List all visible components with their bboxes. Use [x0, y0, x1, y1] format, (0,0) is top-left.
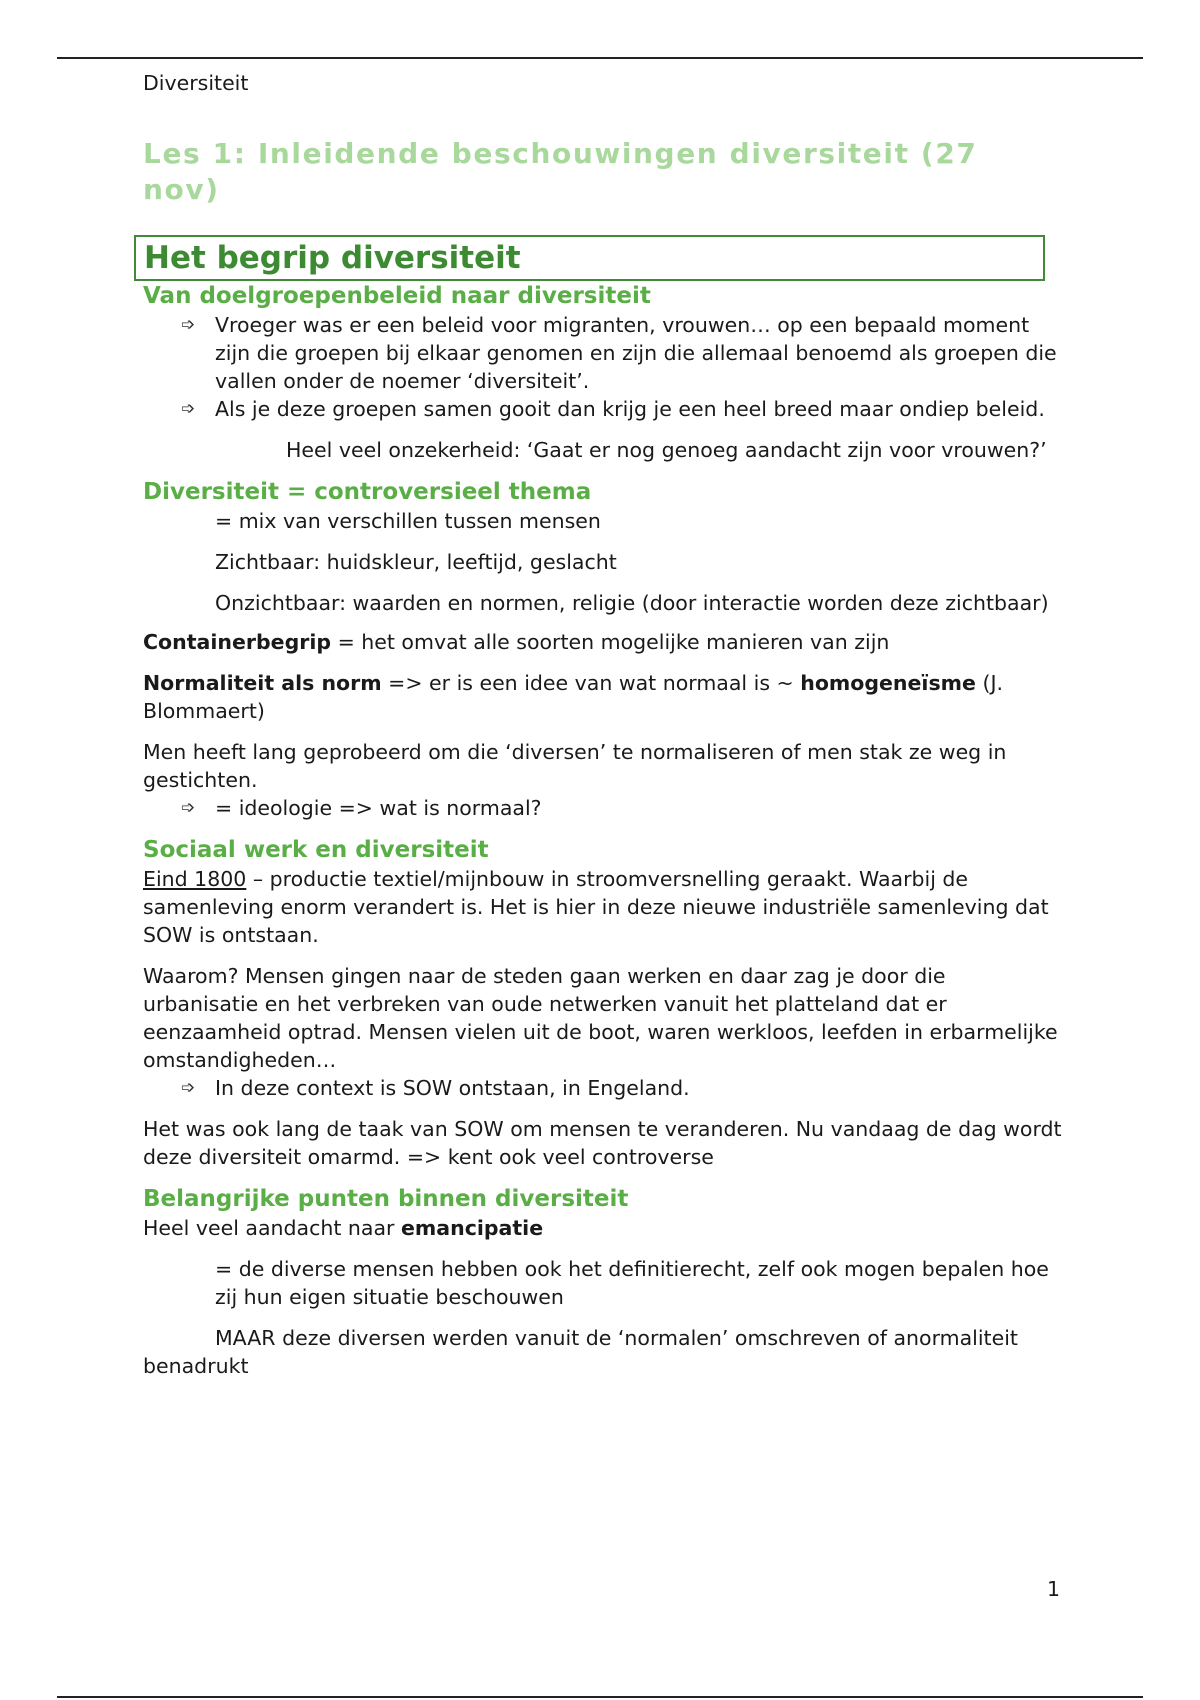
bullet-list — [143, 311, 1063, 423]
definition-paragraph: = mix van verschillen tussen mensen — [215, 509, 601, 533]
bottom-rule — [57, 1696, 1143, 1698]
list-item: ➩ Vroeger was er een beleid voor migranten, vrouwen… op een bepaald moment zijn die groepen bij elkaar genomen en zijn die allemaal benoemd als groepen die vallen onder de noemer ‘diversiteit’. — [181, 313, 1057, 393]
containerbegrip-paragraph: Containerbegrip = het omvat alle soorten mogelijke manieren van zijn — [143, 630, 890, 654]
subheading-sociaal-werk: Sociaal werk en diversiteit — [143, 837, 489, 863]
bullet-list — [143, 794, 1063, 822]
running-header: Diversiteit — [143, 71, 249, 95]
arrow-right-icon: ➩ — [181, 315, 196, 335]
list-item: ➩ In deze context is SOW ontstaan, in Engeland. — [181, 1076, 690, 1100]
subheading-controversieel: Diversiteit = controversieel thema — [143, 479, 592, 505]
arrow-right-icon: ➩ — [181, 798, 196, 818]
section-heading: Het begrip diversiteit — [134, 235, 1045, 281]
homogeneisme-term: homogeneïsme — [800, 671, 976, 695]
history-paragraph: Eind 1800 – productie textiel/mijnbouw in stroomversnelling geraakt. Waarbij de samenleving enorm verandert is. Het is hier in deze nieuwe industriële samenleving dat SOW is ontstaan. — [143, 867, 1049, 947]
normaliseren-paragraph: Men heeft lang geprobeerd om die ‘diversen’ te normaliseren of men stak ze weg in gestichten. — [143, 740, 1007, 792]
quote-paragraph: Heel veel onzekerheid: ‘Gaat er nog genoeg aandacht zijn voor vrouwen?’ — [286, 438, 1047, 462]
subheading-belangrijke-punten: Belangrijke punten binnen diversiteit — [143, 1186, 629, 1212]
normaliteit-term: Normaliteit als norm — [143, 671, 382, 695]
containerbegrip-term: Containerbegrip — [143, 630, 332, 654]
subheading-doelgroepenbeleid: Van doelgroepenbeleid naar diversiteit — [143, 283, 651, 309]
page-number: 1 — [1046, 1577, 1060, 1601]
list-item: ➩ = ideologie => wat is normaal? — [181, 796, 542, 820]
emancipatie-paragraph: Heel veel aandacht naar emancipatie — [143, 1216, 544, 1240]
maar-paragraph: MAAR deze diversen werden vanuit de ‘normalen’ omschreven of anormaliteit benadrukt — [143, 1326, 1018, 1378]
taak-paragraph: Het was ook lang de taak van SOW om mensen te veranderen. Nu vandaag de dag wordt deze diversiteit omarmd. => kent ook veel controverse — [143, 1117, 1062, 1169]
top-rule — [57, 57, 1143, 59]
waarom-paragraph: Waarom? Mensen gingen naar de steden gaan werken en daar zag je door die urbanisatie en het verbreken van oude netwerken vanuit het platteland dat er eenzaamheid optrad. Mensen vielen uit de boot, waren werkloos, leefden in erbarmelijke omstandigheden… — [143, 964, 1058, 1072]
lesson-title: Les 1: Inleidende beschouwingen diversiteit (27 nov) — [143, 137, 978, 206]
date-text: Eind 1800 — [143, 867, 247, 891]
emancipatie-term: emancipatie — [401, 1216, 544, 1240]
list-item: ➩ Als je deze groepen samen gooit dan krijg je een heel breed maar ondiep beleid. — [181, 397, 1045, 421]
arrow-right-icon: ➩ — [181, 1078, 196, 1098]
page-content — [143, 68, 1063, 1380]
definitierecht-paragraph: = de diverse mensen hebben ook het definitierecht, zelf ook mogen bepalen hoe zij hun eigen situatie beschouwen — [215, 1257, 1049, 1309]
normaliteit-paragraph: Normaliteit als norm => er is een idee van wat normaal is ~ homogeneïsme (J. Blommaert) — [143, 671, 1004, 723]
visible-paragraph: Zichtbaar: huidskleur, leeftijd, geslacht — [215, 550, 617, 574]
arrow-right-icon: ➩ — [181, 399, 196, 419]
invisible-paragraph: Onzichtbaar: waarden en normen, religie (door interactie worden deze zichtbaar) — [215, 591, 1049, 615]
bullet-list — [143, 1074, 1063, 1102]
